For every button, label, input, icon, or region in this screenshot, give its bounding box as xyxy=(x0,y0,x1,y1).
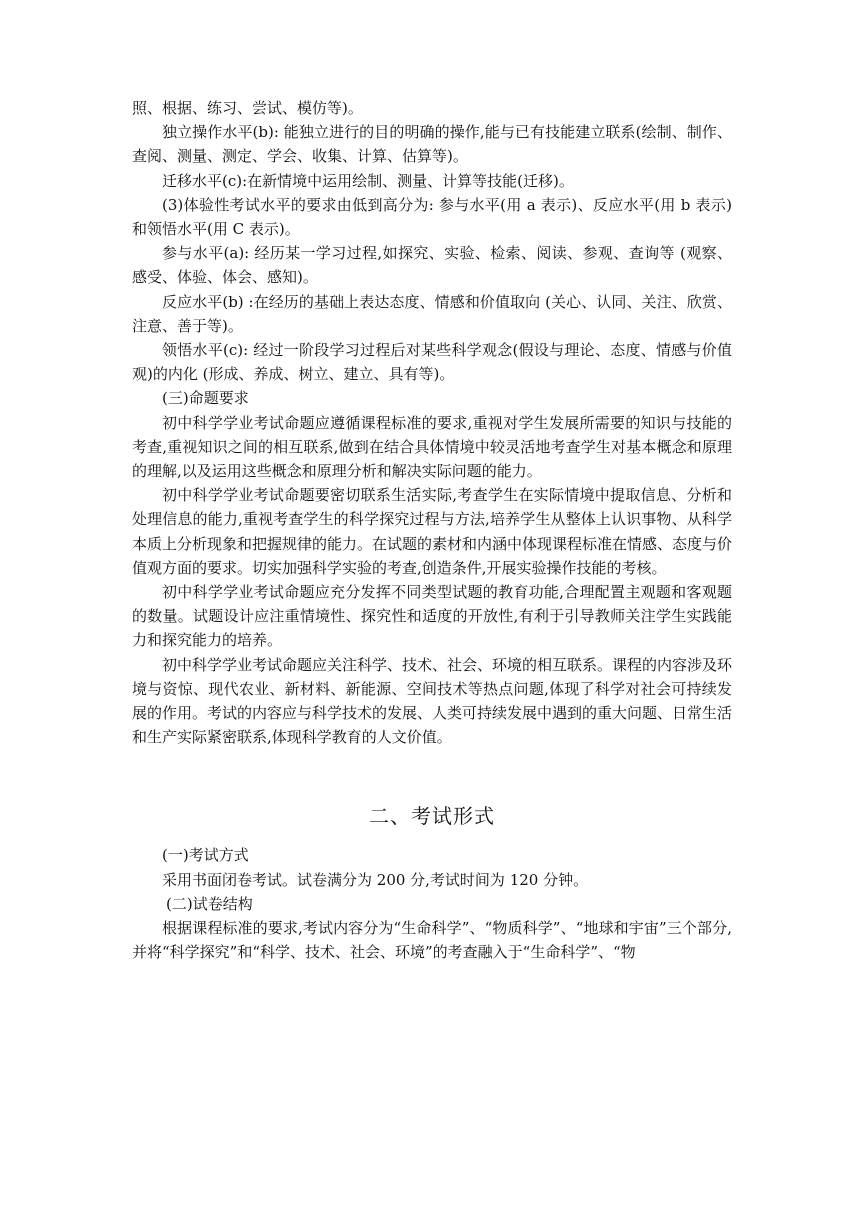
paragraph-continuation: 照、根据、练习、尝试、模仿等)。 xyxy=(132,99,363,117)
paragraph-paper-structure: 根据课程标准的要求,考试内容分为“生命科学”、“物质科学”、“地球和宇宙”三个部分,并将“科学探究”和“科学、技术、社会、环境”的考查融入于“生命科学”、“物 xyxy=(132,919,732,962)
paragraph-requirement-2: 初中科学学业考试命题要密切联系生活实际,考查学生在实际情境中提取信息、分析和处理信息的能力,重视考查学生的科学探究过程与方法,培养学生从整体上认识事物、从科学本质上分析现象和把握规律的能力。在试题的素材和内涵中体现课程标准在情感、态度与价值观方面的要求。切实加强科学实验的考查,创造条件,开展实验操作技能的考核。 xyxy=(132,486,733,577)
subheading-question-requirements: (三)命题要求 xyxy=(162,389,249,408)
paragraph-reaction-level: 反应水平(b) :在经历的基础上表达态度、情感和价值取向 (关心、认同、关注、欣赏、注意、善于等)。 xyxy=(132,292,732,335)
paragraph-comprehension-level: 领悟水平(c): 经过一阶段学习过程后对某些科学观念(假设与理论、态度、情感与价值观)的内化 (形成、养成、树立、建立、具有等)。 xyxy=(132,341,732,384)
paragraph-transfer-level: 迁移水平(c):在新情境中运用绘制、测量、计算等技能(迁移)。 xyxy=(162,171,574,190)
paragraph-requirement-3: 初中科学学业考试命题应充分发挥不同类型试题的教育功能,合理配置主观题和客观题的数量。试题设计应注重情境性、探究性和适度的开放性,有利于引导教师关注学生实践能力和探究能力的培养。 xyxy=(132,583,732,650)
paragraph-experiential-levels: (3)体验性考试水平的要求由低到高分为: 参与水平(用 a 表示)、反应水平(用 b 表示)和领悟水平(用 C 表示)。 xyxy=(132,195,732,239)
paragraph-requirement-1: 初中科学学业考试命题应遵循课程标准的要求,重视对学生发展所需要的知识与技能的考查,重视知识之间的相互联系,做到在结合具体情境中较灵活地考查学生对基本概念和原理的理解,以及运用这些概念和原理分析和解决实际问题的能力。 xyxy=(132,413,732,481)
subheading-paper-structure: (二)试卷结构 xyxy=(166,894,253,913)
section-heading: 二、考试形式 xyxy=(369,804,495,829)
paragraph-independent-operation: 独立操作水平(b): 能独立进行的目的明确的操作,能与已有技能建立联系(绘制、制作、查阅、测量、测定、学会、收集、计算、估算等)。 xyxy=(132,123,732,166)
paragraph-participation-level: 参与水平(a): 经历某一学习过程,如探究、实验、检索、阅读、参观、查询等 (观察、感受、体验、体会、感知)。 xyxy=(132,244,732,287)
document-page xyxy=(132,96,732,965)
subheading-exam-method: (一)考试方式 xyxy=(162,846,249,865)
paragraph-exam-method: 采用书面闭卷考试。试卷满分为 200 分,考试时间为 120 分钟。 xyxy=(162,870,589,889)
paragraph-requirement-4: 初中科学学业考试命题应关注科学、技术、社会、环境的相互联系。课程的内容涉及环境与资惊、现代农业、新材料、新能源、空间技术等热点问题,体现了科学对社会可持续发展的作用。考试的内容应与科学技术的发展、人类可持续发展中遇到的重大问题、日常生活和生产实际紧密联系,体现科学教育的人文价值。 xyxy=(132,655,733,747)
